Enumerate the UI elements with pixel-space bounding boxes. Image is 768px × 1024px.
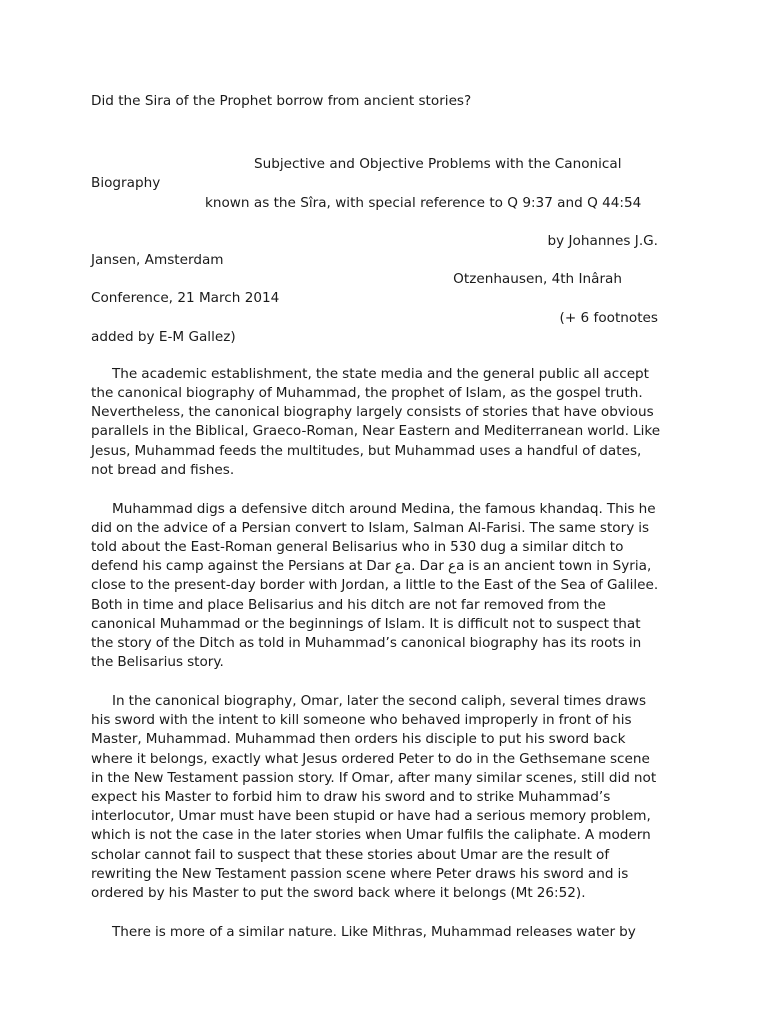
venue-line-2: Conference, 21 March 2014: [91, 290, 280, 307]
venue-line-1: Otzenhausen, 4th Inârah: [453, 271, 622, 288]
document-title: Did the Sira of the Prophet borrow from ancient stories?: [91, 93, 472, 109]
paragraph-2: Muhammad digs a defensive ditch around Medina, the famous khandaq. This he did on the advice of a Persian convert to Islam, Salman Al-Farisi. The same story is told about the East-Roman general Belisarius who in 530 dug a similar ditch to defend his camp against the Persians at Dar عa. Dar عa is an ancient town in Syria, close to the present-day border with Jordan, a little to the East of the Sea of Galilee. Both in time and place Belisarius and his ditch are not far removed from the canonical Muhammad or the beginnings of Islam. It is difficult not to suspect that the story of the Ditch as told in Muhammad’s canonical biography has its roots in the Belisarius story.: [91, 500, 659, 671]
paragraph-1: The academic establishment, the state media and the general public all accept the canonical biography of Muhammad, the prophet of Islam, as the gospel truth. Nevertheless, the canonical biography largely consists of stories that have obvious parallels in the Biblical, Graeco-Roman, Near Eastern and Mediterranean world. Like Jesus, Muhammad feeds the multitudes, but Muhammad uses a handful of dates, not bread and fishes.: [91, 365, 661, 478]
paragraph-4: There is more of a similar nature. Like Mithras, Muhammad releases water by: [112, 923, 636, 940]
note-line-1: (+ 6 footnotes: [559, 309, 658, 326]
author-line-2: Jansen, Amsterdam: [91, 251, 224, 268]
subtitle-line-1: Subjective and Objective Problems with the Canonical: [254, 156, 622, 173]
subtitle-line-3: known as the Sîra, with special reference to Q 9:37 and Q 44:54: [205, 194, 642, 211]
note-line-2: added by E-M Gallez): [91, 328, 236, 345]
paragraph-3: In the canonical biography, Omar, later the second caliph, several times draws his sword with the intent to kill someone who behaved improperly in front of his Master, Muhammad. Muhammad then orders his disciple to put his sword back where it belongs, exactly what Jesus ordered Peter to do in the Gethsemane scene in the New Testament passion story. If Omar, after many similar scenes, still did not expect his Master to forbid him to draw his sword and to strike Muhammad’s interlocutor, Umar must have been stupid or have had a serious memory problem, which is not the case in the later stories when Umar fulfils the caliphate. A modern scholar cannot fail to suspect that these stories about Umar are the result of rewriting the New Testament passion scene where Peter draws his sword and is ordered by his Master to put the sword back where it belongs (Mt 26:52).: [91, 692, 657, 901]
author-line-1: by Johannes J.G.: [547, 232, 658, 249]
subtitle-line-2: Biography: [91, 175, 161, 192]
